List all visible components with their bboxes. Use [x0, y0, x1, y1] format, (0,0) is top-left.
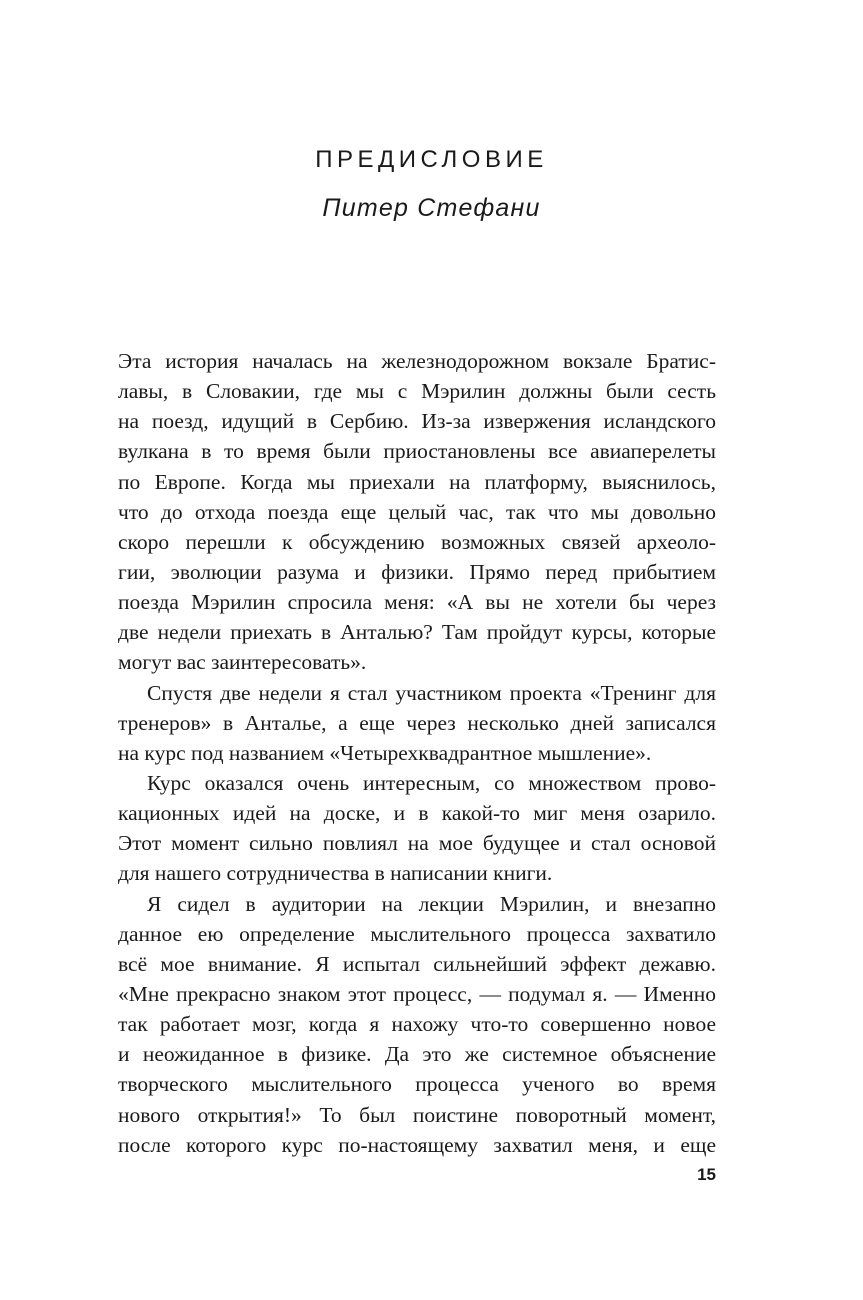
text-line: две недели приехать в Анталью? Там пройдут курсы, которые	[118, 620, 716, 645]
text-line: для нашего сотрудничества в написании книги.	[118, 861, 553, 886]
text-line: Я сидел в аудитории на лекции Мэрилин, и внезапно	[147, 891, 716, 916]
text-line: творческого мыслительного процесса ученого во время	[118, 1072, 716, 1097]
text-line: вулкана в то время были приостановлены все авиаперелеты	[118, 439, 716, 464]
text-line: что до отхода поезда еще целый час, так что мы довольно	[118, 499, 716, 524]
text-line: кационных идей на доске, и в какой-то миг меня озарило.	[118, 801, 716, 826]
text-line: нового открытия!» То был поистине поворотный момент,	[118, 1102, 716, 1127]
text-line: могут вас заинтересовать».	[118, 650, 367, 675]
text-line: по Европе. Когда мы приехали на платформу, выяснилось,	[118, 469, 716, 494]
text-line: Эта история началась на железнодорожном вокзале Братис-	[118, 349, 716, 373]
text-line: данное ею определение мыслительного процесса захватило	[118, 921, 716, 946]
text-line: скоро перешли к обсуждению возможных связей археоло-	[118, 529, 716, 554]
text-line: и неожиданное в физике. Да это же системное объяснение	[118, 1042, 716, 1067]
text-line: поезда Мэрилин спросила меня: «А вы не хотели бы через	[118, 590, 716, 615]
body-text	[118, 346, 716, 1160]
text-line: Этот момент сильно повлиял на мое будущее и стал основой	[118, 831, 716, 856]
chapter-author: Питер Стефани	[322, 194, 541, 222]
text-line: тренеров» в Анталье, а еще через несколько дней записался	[118, 710, 716, 735]
text-line: на курс под названием «Четырехквадрантное мышление».	[118, 740, 652, 765]
text-line: лавы, в Словакии, где мы с Мэрилин должны были сесть	[118, 379, 716, 404]
page-number: 15	[697, 1165, 716, 1184]
text-line: гии, эволюции разума и физики. Прямо перед прибытием	[118, 559, 716, 584]
text-line: после которого курс по-настоящему захватил меня, и еще	[118, 1132, 716, 1157]
text-line: на поезд, идущий в Сербию. Из-за извержения исландского	[118, 409, 716, 434]
text-line: так работает мозг, когда я нахожу что-то совершенно новое	[118, 1012, 716, 1037]
text-line: всё мое внимание. Я испытал сильнейший эффект дежавю.	[118, 951, 716, 976]
text-line: «Мне прекрасно знаком этот процесс, — подумал я. — Именно	[118, 981, 716, 1006]
chapter-title: ПРЕДИСЛОВИЕ	[315, 146, 548, 173]
text-line: Курс оказался очень интересным, со множеством прово-	[147, 770, 716, 795]
text-line: Спустя две недели я стал участником проекта «Тренинг для	[147, 680, 716, 705]
